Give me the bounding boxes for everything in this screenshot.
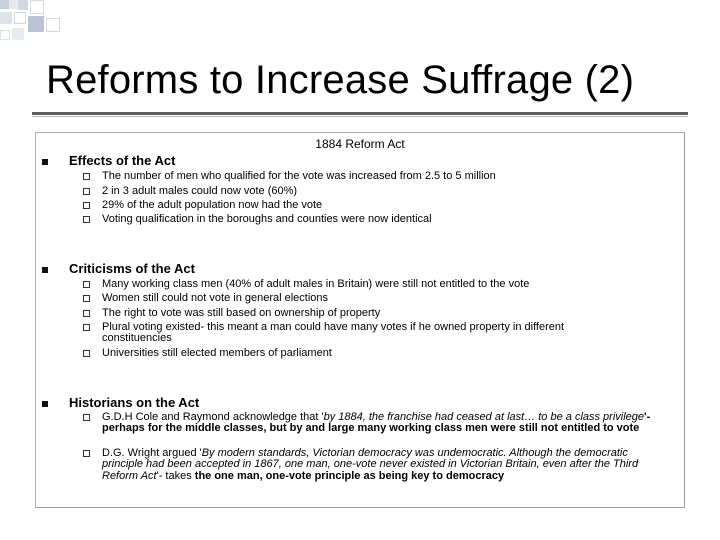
quote-text: by 1884, the franchise had ceased at last… to be a class privilege <box>323 411 645 423</box>
quote-intro: D.G. Wright argued ' <box>102 447 202 459</box>
checkbox-bullet-icon <box>83 281 90 288</box>
list-item: 29% of the adult population now had the vote <box>102 199 323 211</box>
section-bullet-icon <box>42 401 48 407</box>
section-heading-historians: Historians on the Act <box>69 395 200 410</box>
checkbox-bullet-icon <box>83 414 90 421</box>
quote-comment: '- perhaps for the middle classes, but by and large many working class men were still not entitled to vote <box>102 411 651 435</box>
box-title: 1884 Reform Act <box>315 137 405 151</box>
quote-intro: G.D.H Cole and Raymond acknowledge that ' <box>102 411 324 423</box>
list-item: Universities still elected members of parliament <box>102 347 332 359</box>
checkbox-bullet-icon <box>83 202 90 209</box>
decorative-header-squares <box>0 0 720 40</box>
quote-emphasis: the one man, one-vote principle as being key to democracy <box>194 469 505 482</box>
section-bullet-icon <box>42 267 48 273</box>
list-item: Many working class men (40% of adult males in Britain) were still not entitled to the vote <box>102 278 530 290</box>
list-item: Women still could not vote in general elections <box>102 292 329 304</box>
quote-comment: '- takes <box>156 469 195 482</box>
checkbox-bullet-icon <box>83 295 90 302</box>
title-rule-thin <box>32 116 688 117</box>
section-heading-effects: Effects of the Act <box>69 153 176 168</box>
checkbox-bullet-icon <box>83 310 90 317</box>
checkbox-bullet-icon <box>83 188 90 195</box>
slide-title: Reforms to Increase Suffrage (2) <box>46 58 635 102</box>
list-item: The number of men who qualified for the vote was increased from 2.5 to 5 million <box>102 170 496 182</box>
list-item: 2 in 3 adult males could now vote (60%) <box>102 185 298 197</box>
title-rule <box>32 112 688 115</box>
list-item: Plural voting existed- this meant a man could have many votes if he owned property in different constituencies <box>102 321 565 345</box>
checkbox-bullet-icon <box>83 350 90 357</box>
section-bullet-icon <box>42 159 48 165</box>
list-item <box>102 412 668 435</box>
list-item: The right to vote was still based on ownership of property <box>102 307 381 319</box>
checkbox-bullet-icon <box>83 216 90 223</box>
checkbox-bullet-icon <box>83 173 90 180</box>
list-item: Voting qualification in the boroughs and counties were now identical <box>102 213 432 225</box>
checkbox-bullet-icon <box>83 450 90 457</box>
list-item <box>102 448 668 482</box>
section-heading-criticisms: Criticisms of the Act <box>69 261 195 276</box>
quote-text: By modern standards, Victorian democracy was undemocratic. Although the democratic principle had been accepted in 1867, one man, one-vote never existed in Victorian Britain, even after the Third Reform Act <box>102 447 639 482</box>
checkbox-bullet-icon <box>83 324 90 331</box>
